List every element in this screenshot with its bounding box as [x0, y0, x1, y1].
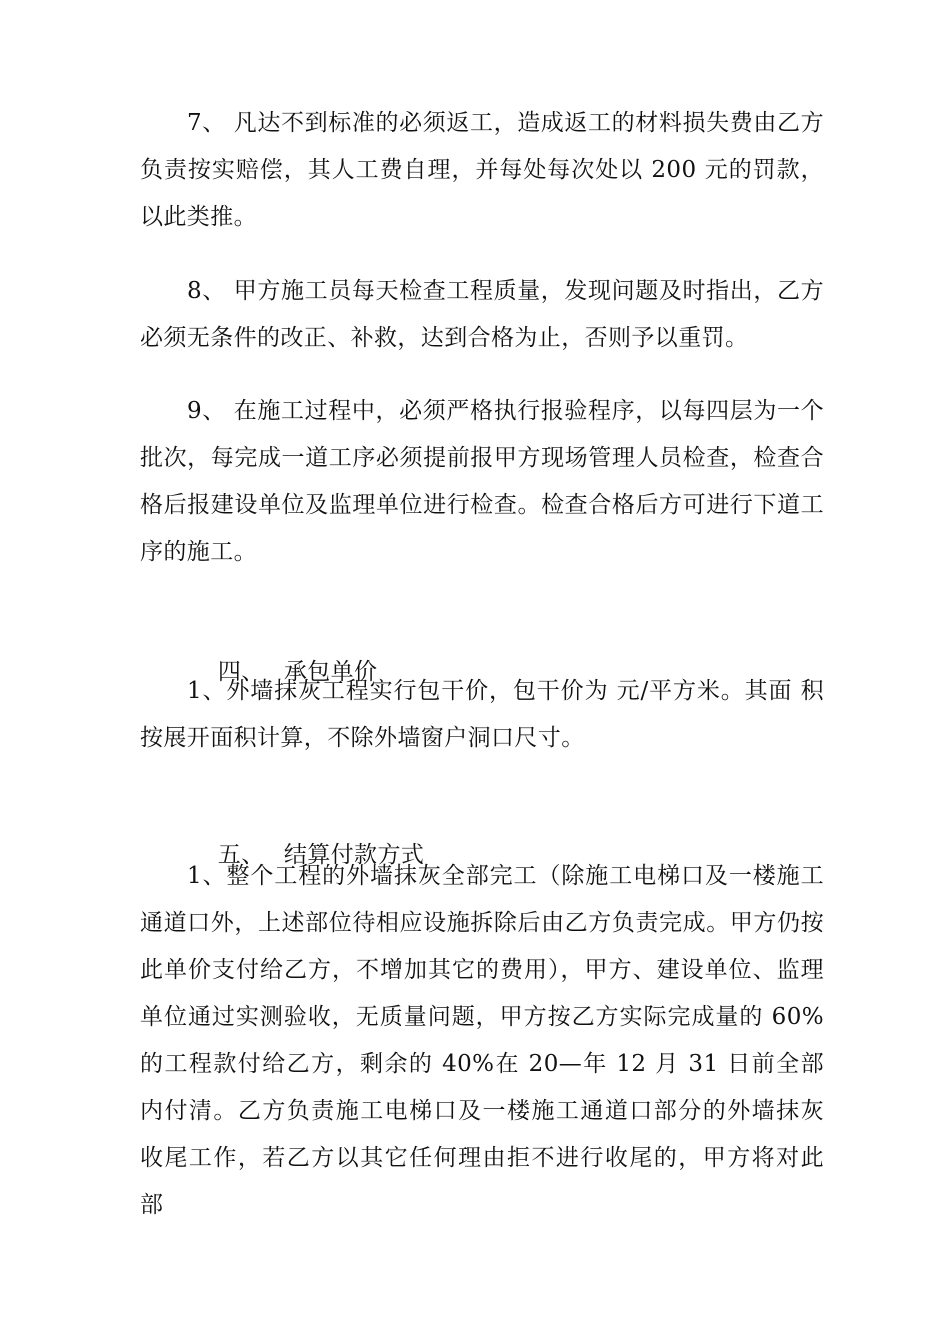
paragraph-9: 9、 在施工过程中，必须严格执行报验程序，以每四层为一个批次，每完成一道工序必须提前报甲方现场管理人员检查，检查合格后报建设单位及监理单位进行检查。检查合格后方可进行下道工序的施工。	[140, 398, 824, 565]
paragraph-settlement: 1、整个工程的外墙抹灰全部完工（除施工电梯口及一楼施工通道口外，上述部位待相应设施拆除后由乙方负责完成。甲方仍按此单价支付给乙方，不增加其它的费用），甲方、建设单位、监理单位通过实测验收，无质量问题，甲方按乙方实际完成量的 60%的工程款付给乙方，剩余的 40%在 20—年 12 月 31 日前全部 内付清。乙方负责施工电梯口及一楼施工通道口部分的外墙抹灰 收尾工作，若乙方以其它任何理由拒不进行收尾的，甲方将对此 部	[140, 863, 824, 1218]
section-title: 承包单价	[283, 659, 378, 685]
paragraph-8: 8、 甲方施工员每天检查工程质量，发现问题及时指出，乙方必须无条件的改正、补救，达到合格为止，否则予以重罚。	[140, 278, 824, 351]
section-number: 四、	[217, 659, 265, 685]
section-title: 结算付款方式	[283, 842, 425, 868]
paragraph-unit-price: 1、外墙抹灰工程实行包干价，包干价为 元/平方米。其面 积按展开面积计算，不除外墙窗户洞口尺寸。	[140, 678, 824, 751]
paragraph-7: 7、 凡达不到标准的必须返工，造成返工的材料损失费由乙方负责按实赔偿，其人工费自理，并每处每次处以 200 元的罚款，以此类推。	[140, 110, 824, 230]
section-number: 五、	[217, 842, 265, 868]
